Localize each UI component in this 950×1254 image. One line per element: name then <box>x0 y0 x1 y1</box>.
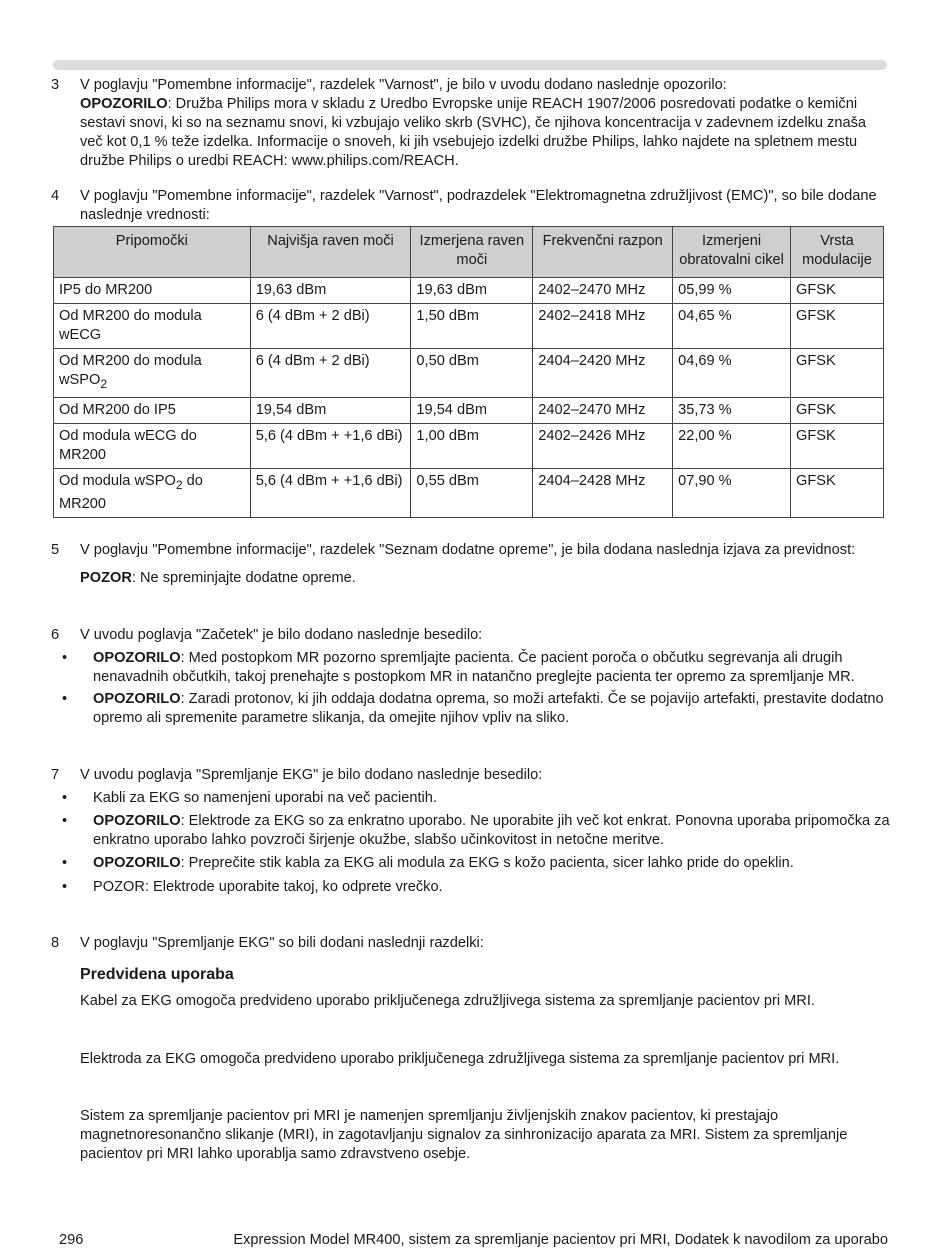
subscript: 2 <box>100 376 108 391</box>
warning-text: : Elektrode za EKG so za enkratno uporabo. Ne uporabite jih več kot enkrat. Ponovna uporaba pripomočka za enkratno uporabo lahko povzroči širjenje okužbe, slabšo učinkovitost in netočne meritve. <box>93 813 890 848</box>
item-intro: V uvodu poglavja "Začetek" je bilo dodano naslednje besedilo: <box>80 627 483 643</box>
bullet-text <box>93 649 893 687</box>
bullet-text <box>93 812 893 850</box>
table-row <box>54 397 884 423</box>
table-row <box>54 278 884 304</box>
table-row <box>54 468 884 517</box>
item-number: 8 <box>51 935 60 951</box>
section-heading: Predvidena uporaba <box>80 966 234 983</box>
footer-title: Expression Model MR400, sistem za spremljanje pacientov pri MRI, Dodatek k navodilom za uporabo <box>233 1232 888 1248</box>
table-cell <box>54 349 251 398</box>
table-cell: Od MR200 do modula wECG <box>54 304 251 349</box>
warning-label: OPOZORILO <box>93 650 181 666</box>
emc-table <box>53 226 884 518</box>
column-header: Pripomočki <box>54 227 251 278</box>
table-cell: GFSK <box>790 278 883 304</box>
caution-label: POZOR <box>80 570 132 586</box>
table-cell: 2402–2418 MHz <box>533 304 673 349</box>
item-number: 5 <box>51 542 60 558</box>
table-row <box>54 349 884 398</box>
warning-text: : Preprečite stik kabla za EKG ali modula za EKG s kožo pacienta, sicer lahko pride do opeklin. <box>180 855 794 871</box>
item-number: 4 <box>51 188 60 204</box>
bullet-marker: • <box>62 879 68 895</box>
top-divider-bar <box>53 60 887 70</box>
item-number: 7 <box>51 767 60 783</box>
page-number: 296 <box>59 1232 84 1248</box>
cell-text: Od MR200 do modula wSPO <box>59 353 202 388</box>
table-cell: 5,6 (4 dBm + +1,6 dBi) <box>250 423 411 468</box>
column-header: Izmerjeni obratovalni cikel <box>673 227 791 278</box>
table-cell: IP5 do MR200 <box>54 278 251 304</box>
table-cell: 2402–2470 MHz <box>533 278 673 304</box>
table-cell: 2404–2428 MHz <box>533 468 673 517</box>
table-cell: GFSK <box>790 349 883 398</box>
warning-text: : Družba Philips mora v skladu z Uredbo Evropske unije REACH 1907/2006 posredovati podatke o kemični sestavi snovi, ki so na seznamu snovi, ki vzbujajo veliko skrb (SVHC), če njihova koncentracija v zadevnem izdelku znaša več kot 0,1 % teže izdelka. Informacije o snoveh, ki jih vsebujejo izdelki družbe Philips, lahko najdete na spletnem mestu družbe Philips o uredbi REACH: www.philips.com/REACH. <box>80 96 866 169</box>
bullet-marker: • <box>62 855 68 871</box>
caution-paragraph <box>80 569 888 588</box>
table-cell: Od modula wECG do MR200 <box>54 423 251 468</box>
item-number: 6 <box>51 627 60 643</box>
warning-paragraph <box>80 95 888 171</box>
table-cell: 0,50 dBm <box>411 349 533 398</box>
table-cell: 19,63 dBm <box>250 278 411 304</box>
table-cell: GFSK <box>790 397 883 423</box>
table-cell: 1,00 dBm <box>411 423 533 468</box>
table-cell: 19,63 dBm <box>411 278 533 304</box>
bullet-text: POZOR: Elektrode uporabite takoj, ko odprete vrečko. <box>93 879 443 895</box>
item-intro: V uvodu poglavja "Spremljanje EKG" je bilo dodano naslednje besedilo: <box>80 767 543 783</box>
table-row <box>54 304 884 349</box>
table-cell: 2404–2420 MHz <box>533 349 673 398</box>
bullet-marker: • <box>62 790 68 806</box>
warning-label: OPOZORILO <box>93 855 181 871</box>
warning-label: OPOZORILO <box>93 691 181 707</box>
table-cell: 05,99 % <box>673 278 791 304</box>
bullet-marker: • <box>62 813 68 829</box>
table-cell: 19,54 dBm <box>411 397 533 423</box>
item-3-text <box>80 76 888 171</box>
warning-text: : Med postopkom MR pozorno spremljajte pacienta. Če pacient poroča o občutku segrevanja ali drugih nenavadnih občutkih, takoj prenehajte s postopkom MR in natančno preglejte pacienta ter opremo za spremljanje MR. <box>93 650 855 685</box>
warning-label: OPOZORILO <box>93 813 181 829</box>
cell-text: do MR200 <box>59 472 203 512</box>
table-cell: 19,54 dBm <box>250 397 411 423</box>
bullet-text <box>93 690 893 728</box>
table-cell: Od MR200 do IP5 <box>54 397 251 423</box>
table-cell: 22,00 % <box>673 423 791 468</box>
item-intro: V poglavju "Pomembne informacije", razdelek "Varnost", je bilo v uvodu dodano naslednje opozorilo: <box>80 77 727 93</box>
paragraph: Elektroda za EKG omogoča predvideno uporabo priključenega združljivega sistema za spremljanje pacientov pri MRI. <box>80 1051 840 1067</box>
column-header: Najvišja raven moči <box>250 227 411 278</box>
caution-text: : Ne spreminjajte dodatne opreme. <box>131 570 356 586</box>
table-header-row <box>54 227 884 278</box>
table-cell: 5,6 (4 dBm + +1,6 dBi) <box>250 468 411 517</box>
warning-text: : Zaradi protonov, ki jih oddaja dodatna oprema, so moži artefakti. Če se pojavijo artefakti, prestavite dodatno opremo ali spremenite parametre slikanja, da omejite njihov vpliv na sliko. <box>93 691 884 726</box>
column-header: Frekvenčni razpon <box>533 227 673 278</box>
table-cell: 04,69 % <box>673 349 791 398</box>
subscript: 2 <box>175 477 183 492</box>
column-header: Izmerjena raven moči <box>411 227 533 278</box>
table-cell <box>54 468 251 517</box>
column-header: Vrsta modulacije <box>790 227 883 278</box>
item-intro: V poglavju "Pomembne informacije", razdelek "Varnost", podrazdelek "Elektromagnetna združljivost (EMC)", so bile dodane naslednje vrednosti: <box>80 188 877 223</box>
table-cell: 6 (4 dBm + 2 dBi) <box>250 349 411 398</box>
table-cell: 6 (4 dBm + 2 dBi) <box>250 304 411 349</box>
warning-label: OPOZORILO <box>80 96 168 112</box>
item-number: 3 <box>51 77 60 93</box>
table-cell: 2402–2426 MHz <box>533 423 673 468</box>
table-cell: GFSK <box>790 304 883 349</box>
table-cell: 35,73 % <box>673 397 791 423</box>
table-cell: 07,90 % <box>673 468 791 517</box>
table-cell: 04,65 % <box>673 304 791 349</box>
bullet-text <box>93 854 893 873</box>
paragraph: Sistem za spremljanje pacientov pri MRI je namenjen spremljanju življenjskih znakov pacientov, ki prestajajo magnetnoresonančno slikanje (MRI), in zagotavljanju signalov za sinhronizacijo aparata za MRI. Sistem za spremljanje pacientov pri MRI lahko uporablja samo zdravstveno osebje. <box>80 1108 848 1162</box>
paragraph: Kabel za EKG omogoča predvideno uporabo priključenega združljivega sistema za spremljanje pacientov pri MRI. <box>80 993 815 1009</box>
table-cell: 0,55 dBm <box>411 468 533 517</box>
item-intro: V poglavju "Spremljanje EKG" so bili dodani naslednji razdelki: <box>80 935 484 951</box>
bullet-text: Kabli za EKG so namenjeni uporabi na več pacientih. <box>93 790 437 806</box>
bullet-marker: • <box>62 691 68 707</box>
cell-text: Od modula wSPO <box>59 472 176 489</box>
item-intro: V poglavju "Pomembne informacije", razdelek "Seznam dodatne opreme", je bila dodana naslednja izjava za previdnost: <box>80 542 856 558</box>
table-cell: 1,50 dBm <box>411 304 533 349</box>
table-cell: GFSK <box>790 468 883 517</box>
table-cell: GFSK <box>790 423 883 468</box>
bullet-marker: • <box>62 650 68 666</box>
table-row <box>54 423 884 468</box>
table-cell: 2402–2470 MHz <box>533 397 673 423</box>
